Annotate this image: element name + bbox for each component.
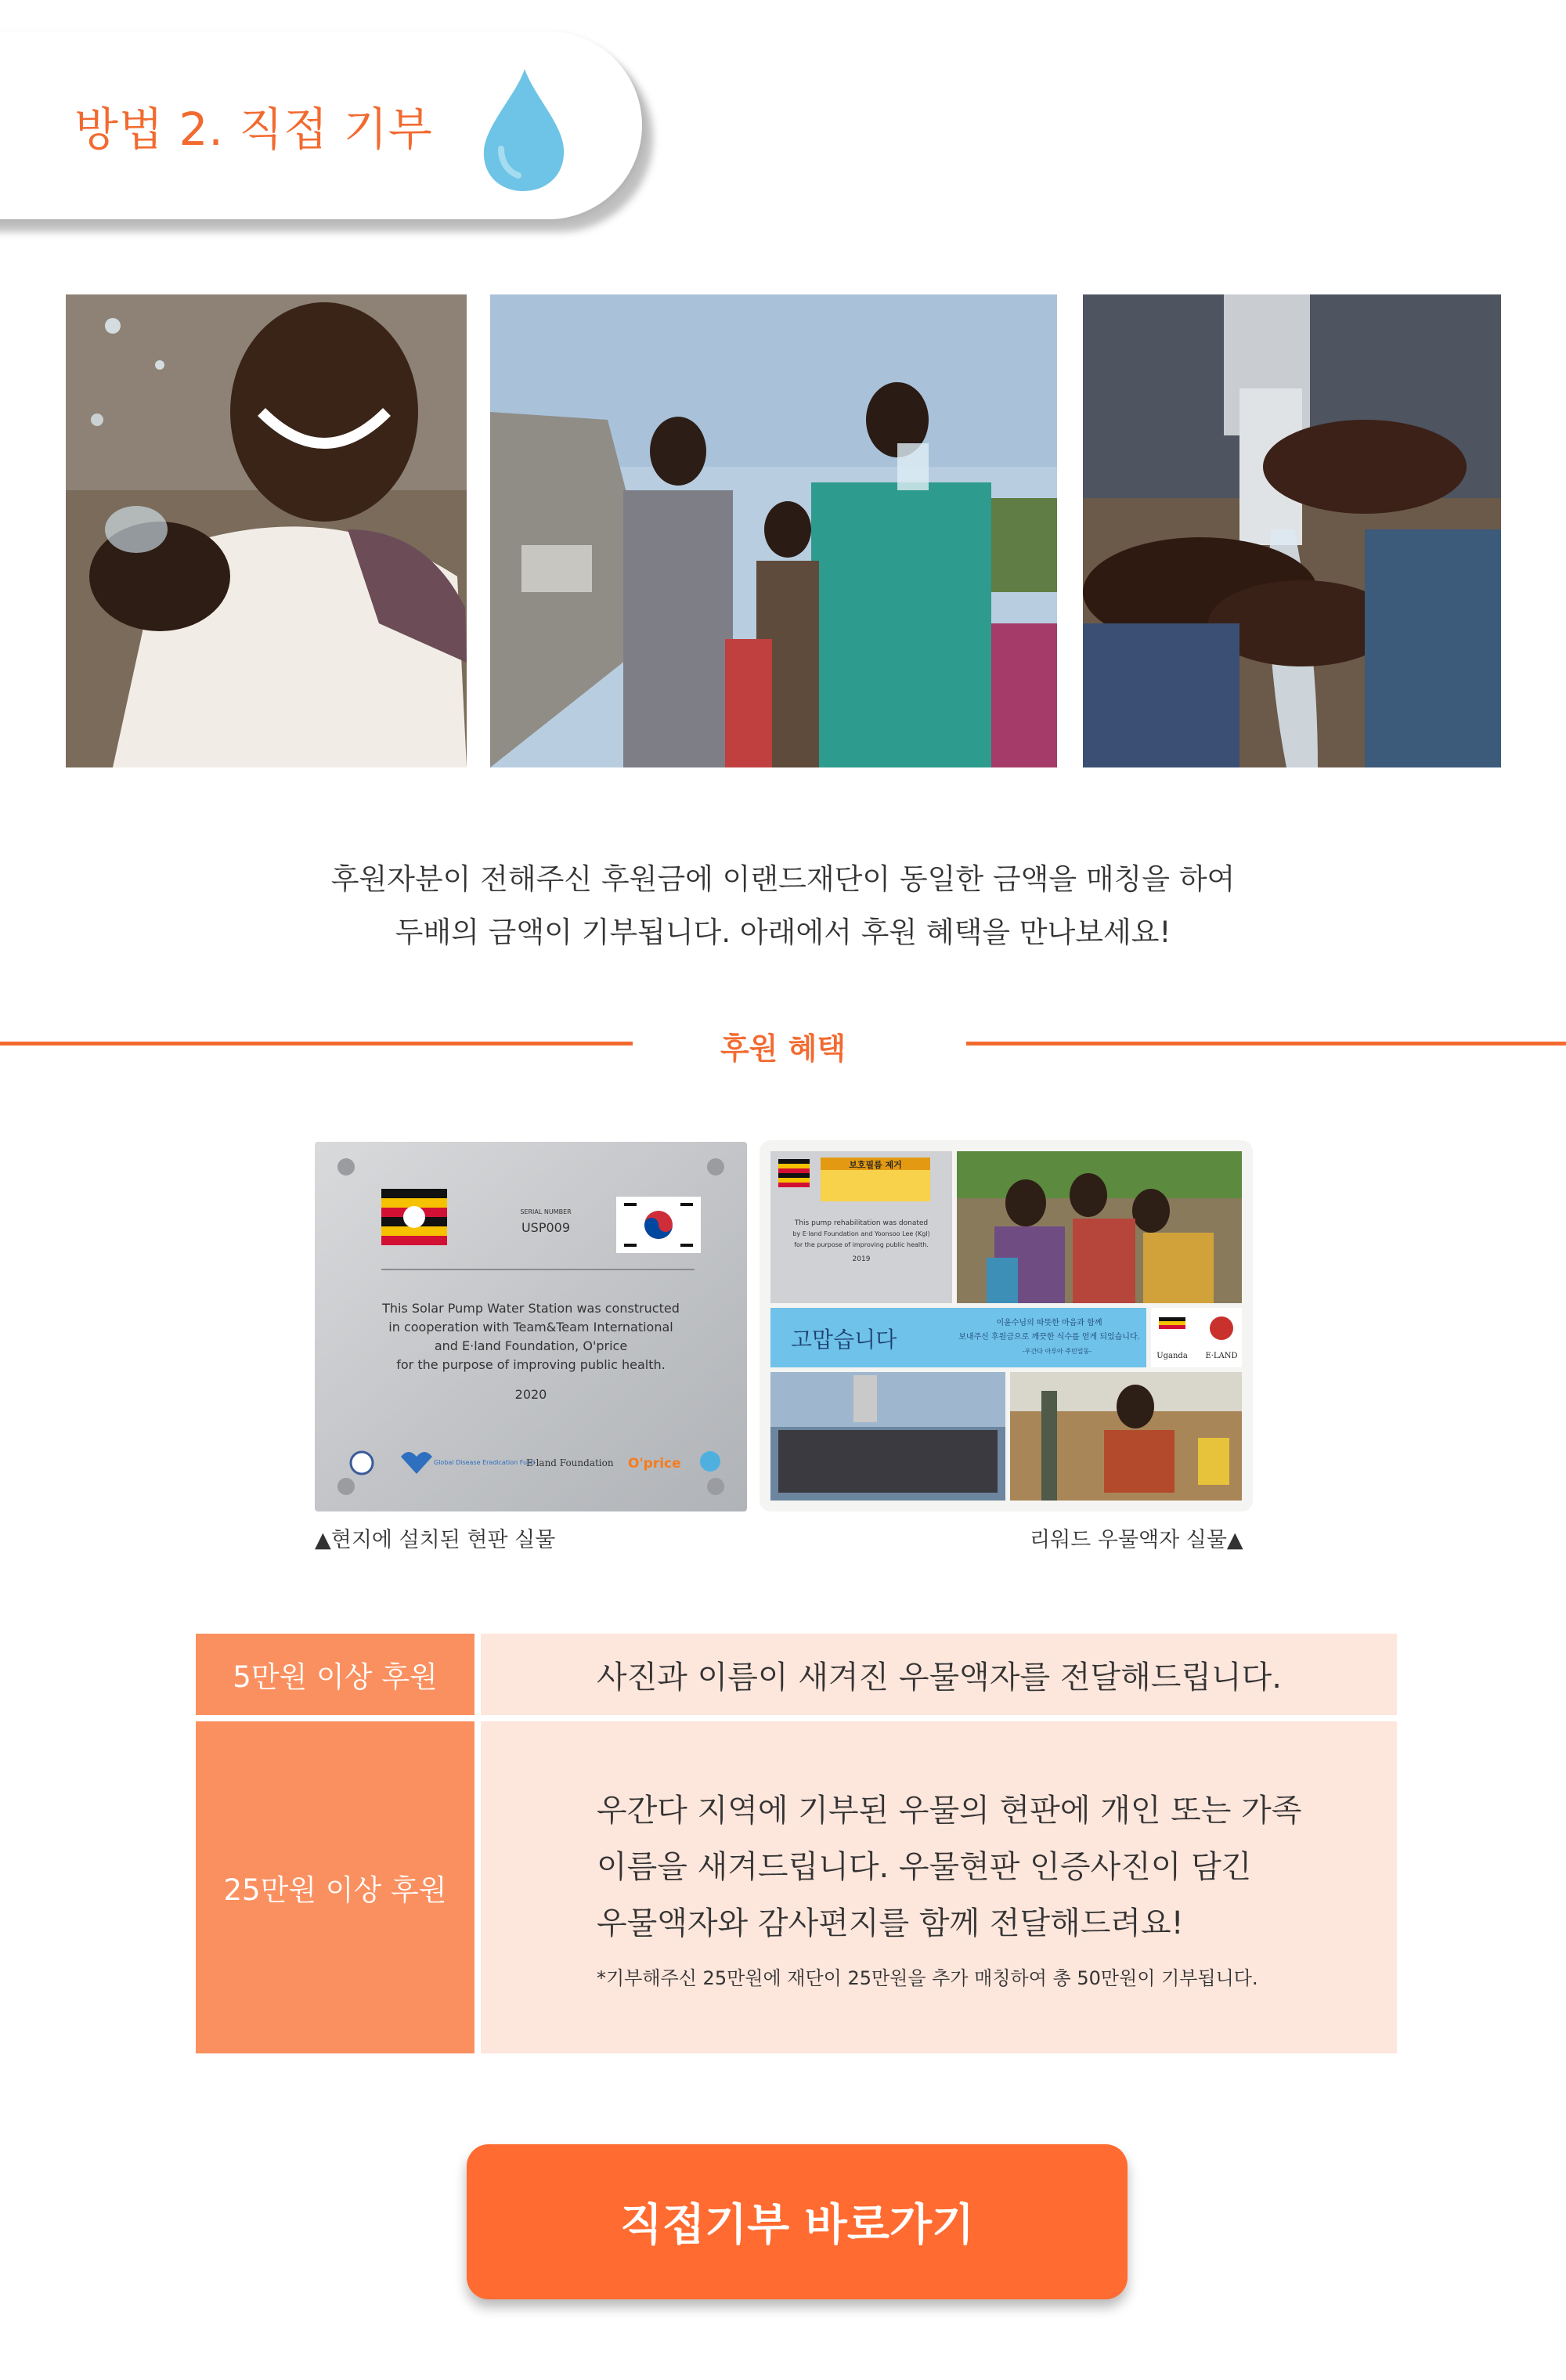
- thanks-text: 고맙습니다: [791, 1327, 897, 1353]
- plaque-photo: [315, 1142, 747, 1511]
- uganda-flag-icon: [381, 1189, 447, 1245]
- plaque-line-2: in cooperation with Team&Team International: [388, 1320, 673, 1334]
- logo-oprice: O'price: [628, 1456, 681, 1472]
- tier-2-benefit-line-1: 우간다 지역에 기부된 우물의 현판에 개인 또는 가족: [597, 1793, 1302, 1829]
- tier-2-amount: 25만원 이상 후원: [196, 1721, 474, 2053]
- tier-2-benefit-line-3: 우물액자와 감사편지를 함께 전달해드려요!: [597, 1905, 1184, 1941]
- frame-caption: 리워드 우물액자 실물▲: [1030, 1528, 1243, 1552]
- film-removal-badge: 보호필름 제거: [849, 1160, 902, 1170]
- tier-2-note: *기부해주신 25만원에 재단이 25만원을 추가 매칭하여 총 50만원이 기부됩니다.: [597, 1967, 1258, 1989]
- tier-1-amount: 5만원 이상 후원: [196, 1634, 474, 1715]
- plaque-line-4: for the purpose of improving public health.: [396, 1357, 666, 1372]
- logo-eland-foundation: E·land Foundation: [526, 1457, 614, 1468]
- photo-boy-drinking-water: [490, 294, 1057, 767]
- korea-flag-icon: [616, 1197, 701, 1253]
- eland-crest-icon: [1210, 1316, 1233, 1340]
- tier-2-benefit-line-2: 이름을 새겨드립니다. 우물현판 인증사진이 담긴: [597, 1849, 1252, 1885]
- intro-line-2: 두배의 금액이 기부됩니다. 아래에서 후원 혜택을 만나보세요!: [395, 916, 1171, 949]
- intro-line-1: 후원자분이 전해주신 후원금에 이랜드재단이 동일한 금액을 매칭을 하여: [330, 862, 1236, 896]
- serial-label: SERIAL NUMBER: [520, 1208, 572, 1215]
- reward-frame-photo: [760, 1140, 1253, 1511]
- frame-plate-line-1: This pump rehabilitation was donated: [794, 1219, 929, 1227]
- plaque-line-3: and E·land Foundation, O'price: [434, 1338, 628, 1353]
- eland-label: E·LAND: [1205, 1352, 1238, 1360]
- section-title: 방법 2. 직접 기부: [74, 103, 433, 156]
- divider-right: [966, 1042, 1566, 1046]
- uganda-label: Uganda: [1156, 1352, 1188, 1360]
- plaque-caption: ▲현지에 설치된 현판 실물: [315, 1528, 556, 1552]
- thanks-message-3: -우간다 아루아 주민일동-: [1022, 1348, 1092, 1355]
- thanks-message-1: 이윤수님의 따뜻한 마음과 함께: [996, 1319, 1102, 1327]
- plaque-line-1: This Solar Pump Water Station was constructed: [382, 1301, 680, 1316]
- direct-donation-button[interactable]: 직접기부 바로가기: [467, 2144, 1128, 2299]
- drop-logo-icon: [700, 1451, 720, 1472]
- frame-plate-year: 2019: [852, 1255, 871, 1263]
- tier-2-benefit: [481, 1721, 1397, 2053]
- tier-1-benefit-text: 사진과 이름이 새겨진 우물액자를 전달해드립니다.: [597, 1659, 1283, 1696]
- photo-child-splashing-water: [66, 294, 467, 767]
- logo-gdef: Global Disease Eradication Fund: [434, 1459, 536, 1466]
- water-drop-icon: [470, 63, 576, 196]
- plaque-year: 2020: [514, 1387, 547, 1402]
- thanks-message-2: 보내주신 후원금으로 깨끗한 식수를 얻게 되었습니다.: [958, 1333, 1140, 1342]
- serial-value: USP009: [521, 1220, 571, 1235]
- seal-logo-icon: [351, 1452, 373, 1474]
- frame-plate-line-3: for the purpose of improving public health.: [794, 1241, 929, 1248]
- tier-1-benefit: [481, 1634, 1397, 1715]
- frame-plate-line-2: by E·land Foundation and Yoonsoo Lee (Kgl): [792, 1230, 930, 1237]
- benefits-section-title: 후원 혜택: [720, 1031, 846, 1066]
- photo-hands-under-tap: [1083, 294, 1501, 767]
